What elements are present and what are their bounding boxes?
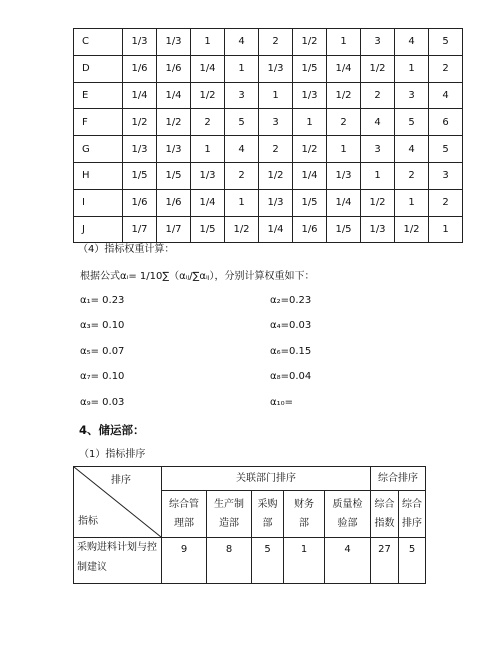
matrix-cell: 1/2 <box>361 55 395 82</box>
matrix-cell: 1/3 <box>157 29 191 56</box>
rank-column-header-line1: 综合 <box>374 499 395 511</box>
weight-alpha-9: α₉= 0.03 <box>80 397 125 408</box>
matrix-cell: 1/4 <box>327 55 361 82</box>
section-title: 4、储运部： <box>79 423 145 437</box>
group-related-header: 关联部门排序 <box>162 467 371 491</box>
matrix-cell: 3 <box>395 82 429 109</box>
matrix-cell: 1 <box>429 216 463 243</box>
rank-column-header-line1: 采购 <box>257 499 278 511</box>
matrix-cell: 1/4 <box>191 55 225 82</box>
matrix-cell: 1/6 <box>157 189 191 216</box>
matrix-cell: 2 <box>395 162 429 189</box>
rank-row-indicator <box>74 538 162 584</box>
rank-row-indicator-line2: 制建议 <box>77 562 107 573</box>
matrix-cell: 1/2 <box>327 82 361 109</box>
matrix-cell: 1 <box>361 162 395 189</box>
matrix-cell: 1/2 <box>157 109 191 136</box>
matrix-cell: 1/5 <box>327 216 361 243</box>
matrix-cell: 1/6 <box>157 55 191 82</box>
matrix-cell: 3 <box>225 82 259 109</box>
sub-heading: （1）指标排序 <box>79 449 146 460</box>
matrix-cell: 1/4 <box>157 82 191 109</box>
matrix-cell: 1/2 <box>293 136 327 163</box>
matrix-cell: 1/3 <box>259 55 293 82</box>
rank-cell: 4 <box>325 538 371 584</box>
matrix-cell: 3 <box>361 136 395 163</box>
corner-top-label: 排序 <box>111 475 131 486</box>
rank-cell: 5 <box>399 538 426 584</box>
rank-cell: 27 <box>371 538 399 584</box>
matrix-cell: 1/2 <box>225 216 259 243</box>
rank-column-header-line1: 财务 <box>294 499 314 511</box>
matrix-cell: 1 <box>395 55 429 82</box>
matrix-cell: 1/5 <box>293 189 327 216</box>
rank-column-header <box>371 491 399 538</box>
matrix-cell: 4 <box>361 109 395 136</box>
matrix-row <box>74 109 463 136</box>
matrix-cell: 2 <box>429 189 463 216</box>
matrix-cell: 1 <box>225 55 259 82</box>
rank-column-header-line1: 质量检 <box>332 499 363 511</box>
matrix-cell: 1/4 <box>259 216 293 243</box>
rank-column-header-line2: 部 <box>299 518 309 530</box>
weight-alpha-6: α₆=0.15 <box>270 346 312 357</box>
matrix-cell: 1/3 <box>327 162 361 189</box>
matrix-cell: 1/2 <box>395 216 429 243</box>
matrix-cell: 4 <box>429 82 463 109</box>
matrix-cell: 1/3 <box>191 162 225 189</box>
matrix-cell: 1/3 <box>157 136 191 163</box>
matrix-cell: 1/2 <box>361 189 395 216</box>
weight-alpha-3: α₃= 0.10 <box>80 320 125 331</box>
weight-alpha-8: α₈=0.04 <box>270 371 312 382</box>
matrix-row <box>74 136 463 163</box>
rank-cell: 1 <box>284 538 325 584</box>
matrix-cell: 1/5 <box>157 162 191 189</box>
matrix-cell: 5 <box>395 109 429 136</box>
matrix-cell: 1 <box>327 136 361 163</box>
matrix-row-label: F <box>74 109 123 136</box>
matrix-cell: 1/7 <box>123 216 157 243</box>
matrix-cell: 1/5 <box>123 162 157 189</box>
rank-column-header <box>252 491 284 538</box>
matrix-cell: 2 <box>259 29 293 56</box>
matrix-cell: 1/3 <box>361 216 395 243</box>
matrix-row-label: H <box>74 162 123 189</box>
matrix-cell: 1/6 <box>123 55 157 82</box>
formula-text: 根据公式αᵢ= 1/10∑（αᵢⱼ/∑αᵢⱼ），分别计算权重如下： <box>80 271 315 282</box>
weight-alpha-10: α₁₀= <box>270 397 293 408</box>
rank-column-header-line1: 生产制 <box>214 499 244 511</box>
matrix-cell: 1/2 <box>123 109 157 136</box>
matrix-row-label: J <box>74 216 123 243</box>
matrix-cell: 1 <box>395 189 429 216</box>
matrix-cell: 3 <box>361 29 395 56</box>
rank-column-header <box>162 491 207 538</box>
matrix-cell: 1/2 <box>259 162 293 189</box>
matrix-cell: 2 <box>429 55 463 82</box>
rank-column-header-line2: 排序 <box>402 518 422 530</box>
rank-column-header-line2: 部 <box>262 518 273 530</box>
rank-column-header-line2: 理部 <box>174 518 194 530</box>
matrix-row <box>74 82 463 109</box>
matrix-cell: 1 <box>259 82 293 109</box>
matrix-cell: 1/4 <box>123 82 157 109</box>
rank-column-header-line1: 综合 <box>402 499 422 511</box>
matrix-cell: 2 <box>225 162 259 189</box>
rank-column-header <box>207 491 252 538</box>
rank-column-header-line2: 指数 <box>374 518 395 530</box>
matrix-cell: 1/5 <box>191 216 225 243</box>
matrix-cell: 6 <box>429 109 463 136</box>
weight-alpha-5: α₅= 0.07 <box>80 346 125 357</box>
corner-bottom-label: 指标 <box>78 516 98 527</box>
weight-alpha-2: α₂=0.23 <box>270 295 312 306</box>
matrix-cell: 1/6 <box>123 189 157 216</box>
corner-diagonal-cell <box>74 467 162 538</box>
matrix-cell: 1/3 <box>259 189 293 216</box>
matrix-row <box>74 29 463 56</box>
group-overall-header: 综合排序 <box>371 467 426 491</box>
matrix-cell: 3 <box>429 162 463 189</box>
matrix-cell: 1/2 <box>293 29 327 56</box>
matrix-row-label: D <box>74 55 123 82</box>
matrix-row-label: G <box>74 136 123 163</box>
matrix-row <box>74 162 463 189</box>
matrix-cell: 1 <box>191 136 225 163</box>
matrix-cell: 1 <box>293 109 327 136</box>
rank-row-indicator-line1: 采购进料计划与控 <box>77 542 157 553</box>
matrix-cell: 1/6 <box>293 216 327 243</box>
rank-cell: 5 <box>252 538 284 584</box>
weight-alpha-1: α₁= 0.23 <box>80 295 125 306</box>
matrix-cell: 5 <box>429 29 463 56</box>
weight-alpha-7: α₇= 0.10 <box>80 371 125 382</box>
matrix-row <box>74 189 463 216</box>
matrix-cell: 3 <box>259 109 293 136</box>
rank-column-header-line2: 造部 <box>219 518 239 530</box>
matrix-cell: 1 <box>225 189 259 216</box>
rank-cell: 9 <box>162 538 207 584</box>
matrix-cell: 4 <box>225 136 259 163</box>
rank-column-header <box>325 491 371 538</box>
rank-row <box>74 538 426 584</box>
comparison-matrix-table <box>73 28 463 243</box>
matrix-cell: 1/5 <box>293 55 327 82</box>
rank-cell: 8 <box>207 538 252 584</box>
matrix-cell: 1/3 <box>293 82 327 109</box>
matrix-cell: 1/4 <box>191 189 225 216</box>
matrix-row <box>74 216 463 243</box>
matrix-cell: 5 <box>225 109 259 136</box>
rank-column-header-line1: 综合管 <box>169 499 199 511</box>
matrix-cell: 2 <box>327 109 361 136</box>
matrix-cell: 1/4 <box>293 162 327 189</box>
weight-alpha-4: α₄=0.03 <box>270 320 312 331</box>
matrix-row-label: C <box>74 29 123 56</box>
matrix-cell: 2 <box>361 82 395 109</box>
matrix-cell: 1/3 <box>123 29 157 56</box>
matrix-cell: 1 <box>191 29 225 56</box>
matrix-cell: 1 <box>327 29 361 56</box>
matrix-row-label: E <box>74 82 123 109</box>
matrix-cell: 5 <box>429 136 463 163</box>
matrix-row <box>74 55 463 82</box>
matrix-cell: 1/7 <box>157 216 191 243</box>
matrix-cell: 4 <box>225 29 259 56</box>
matrix-cell: 1/4 <box>327 189 361 216</box>
ranking-table <box>73 466 426 584</box>
step4-heading: （4）指标权重计算： <box>78 244 175 255</box>
matrix-cell: 4 <box>395 136 429 163</box>
matrix-cell: 1/2 <box>191 82 225 109</box>
matrix-row-label: I <box>74 189 123 216</box>
matrix-cell: 4 <box>395 29 429 56</box>
matrix-cell: 2 <box>191 109 225 136</box>
rank-column-header <box>284 491 325 538</box>
rank-column-header-line2: 验部 <box>337 518 358 530</box>
matrix-cell: 1/3 <box>123 136 157 163</box>
matrix-cell: 2 <box>259 136 293 163</box>
rank-column-header <box>399 491 426 538</box>
